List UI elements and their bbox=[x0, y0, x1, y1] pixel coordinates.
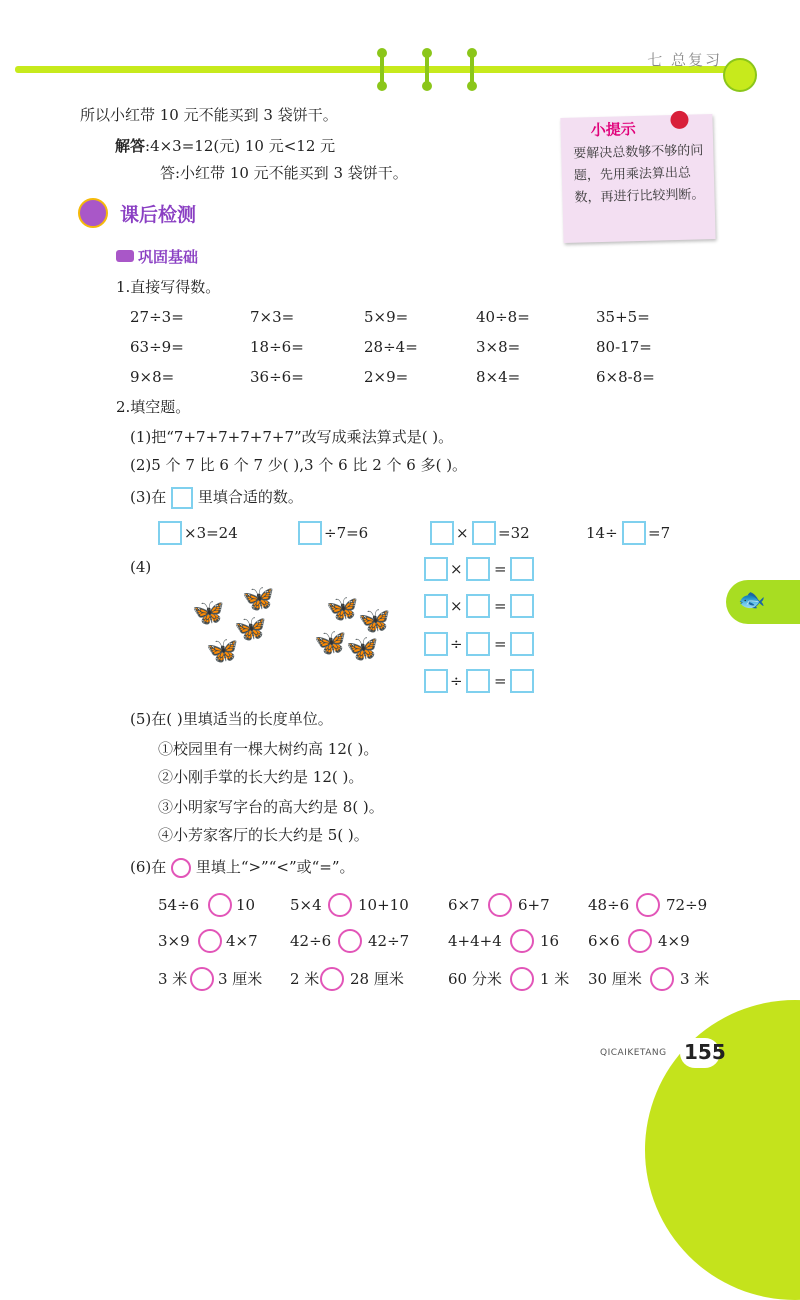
butterfly-icon: 🦋 bbox=[192, 598, 225, 628]
compare-left: 6×7 bbox=[448, 896, 480, 914]
answer-box[interactable] bbox=[430, 521, 454, 545]
pushpin-icon bbox=[670, 111, 688, 129]
butterfly-icon: 🦋 bbox=[206, 636, 239, 666]
compare-right: 72÷9 bbox=[666, 896, 708, 914]
compare-circle[interactable] bbox=[636, 893, 660, 917]
q1-item: 28÷4= bbox=[364, 338, 418, 356]
compare-left: 60 分米 bbox=[448, 970, 502, 988]
question-2-title: 2.填空题。 bbox=[116, 398, 191, 416]
compare-right: 3 米 bbox=[680, 970, 710, 988]
p3-item: =32 bbox=[498, 524, 530, 542]
intro-line: 所以小红带 10 元不能买到 3 袋饼干。 bbox=[80, 106, 338, 124]
answer-box[interactable] bbox=[466, 632, 490, 656]
equals-sign: = bbox=[494, 597, 507, 615]
compare-left: 3×9 bbox=[158, 932, 190, 950]
p3-item: ×3=24 bbox=[184, 524, 238, 542]
compare-left: 54÷6 bbox=[158, 896, 200, 914]
compare-circle[interactable] bbox=[650, 967, 674, 991]
compare-left: 2 米 bbox=[290, 970, 320, 988]
chapter-title: 七 总复习 bbox=[647, 51, 722, 69]
operator-sign: × bbox=[450, 560, 463, 578]
operator-sign: ÷ bbox=[450, 672, 463, 690]
page-number: 155 bbox=[684, 1040, 726, 1064]
q1-item: 40÷8= bbox=[476, 308, 530, 326]
equals-sign: = bbox=[494, 560, 507, 578]
operator-sign: × bbox=[450, 597, 463, 615]
answer-conclusion: 答:小红带 10 元不能买到 3 袋饼干。 bbox=[160, 164, 408, 182]
compare-right: 10 bbox=[236, 896, 256, 914]
q1-item: 9×8= bbox=[130, 368, 175, 386]
q1-item: 18÷6= bbox=[250, 338, 304, 356]
answer-line bbox=[115, 135, 335, 157]
times-sign: × bbox=[456, 524, 469, 542]
butterfly-icon: 🦋 bbox=[234, 614, 267, 644]
compare-left: 30 厘米 bbox=[588, 970, 642, 988]
answer-box[interactable] bbox=[298, 521, 322, 545]
equals-sign: = bbox=[494, 672, 507, 690]
compare-circle[interactable] bbox=[208, 893, 232, 917]
q2-part-3-a: (3)在 bbox=[130, 488, 167, 506]
answer-box[interactable] bbox=[424, 669, 448, 693]
q1-item: 2×9= bbox=[364, 368, 409, 386]
compare-right: 4×7 bbox=[226, 932, 258, 950]
compare-right: 16 bbox=[540, 932, 560, 950]
equals-sign: = bbox=[494, 635, 507, 653]
q2-part-1: (1)把“7+7+7+7+7+7”改写成乘法算式是( )。 bbox=[130, 428, 454, 446]
answer-label: 解答 bbox=[115, 137, 146, 155]
question-1-title: 1.直接写得数。 bbox=[116, 278, 221, 296]
compare-circle[interactable] bbox=[171, 858, 191, 878]
compare-right: 1 米 bbox=[540, 970, 570, 988]
q1-item: 80-17= bbox=[596, 338, 652, 356]
p5-item: ④小芳家客厅的长大约是 5( )。 bbox=[158, 826, 369, 844]
binder-peg bbox=[466, 48, 478, 92]
subsection-title: 巩固基础 bbox=[138, 248, 199, 266]
q1-item: 63÷9= bbox=[130, 338, 184, 356]
q1-item: 7×3= bbox=[250, 308, 295, 326]
butterfly-icon: 🦋 bbox=[326, 594, 359, 624]
compare-right: 42÷7 bbox=[368, 932, 410, 950]
q2-part-3-b: 里填合适的数。 bbox=[197, 488, 303, 506]
p5-item: ①校园里有一棵大树约高 12( )。 bbox=[158, 740, 379, 758]
q2-part-2: (2)5 个 7 比 6 个 7 少( ),3 个 6 比 2 个 6 多( )。 bbox=[130, 456, 468, 474]
compare-right: 28 厘米 bbox=[350, 970, 404, 988]
octopus-icon bbox=[78, 198, 108, 228]
q2-part-6 bbox=[130, 856, 355, 878]
answer-box[interactable] bbox=[466, 557, 490, 581]
q1-item: 6×8-8= bbox=[596, 368, 655, 386]
compare-circle[interactable] bbox=[338, 929, 362, 953]
q2-part-6-a: (6)在 bbox=[130, 858, 167, 876]
compare-circle[interactable] bbox=[510, 929, 534, 953]
answer-box[interactable] bbox=[622, 521, 646, 545]
p3-item: ÷7=6 bbox=[324, 524, 369, 542]
binder-peg bbox=[421, 48, 433, 92]
answer-box[interactable] bbox=[424, 557, 448, 581]
answer-box[interactable] bbox=[466, 669, 490, 693]
p5-item: ③小明家写字台的高大约是 8( )。 bbox=[158, 798, 384, 816]
q2-part-4: (4) bbox=[130, 558, 152, 576]
answer-box[interactable] bbox=[472, 521, 496, 545]
answer-box[interactable] bbox=[466, 594, 490, 618]
q2-part-5: (5)在( )里填适当的长度单位。 bbox=[130, 710, 333, 728]
footer-label: QICAIKETANG bbox=[600, 1048, 667, 1058]
compare-circle[interactable] bbox=[190, 967, 214, 991]
answer-box[interactable] bbox=[510, 632, 534, 656]
q1-item: 3×8= bbox=[476, 338, 521, 356]
compare-circle[interactable] bbox=[320, 967, 344, 991]
compare-left: 4+4+4 bbox=[448, 932, 502, 950]
compare-left: 42÷6 bbox=[290, 932, 332, 950]
compare-right: 6+7 bbox=[518, 896, 550, 914]
compare-right: 3 厘米 bbox=[218, 970, 263, 988]
compare-circle[interactable] bbox=[198, 929, 222, 953]
q2-part-6-b: 里填上“>”“<”或“=”。 bbox=[195, 858, 355, 876]
answer-box[interactable] bbox=[158, 521, 182, 545]
answer-box[interactable] bbox=[510, 669, 534, 693]
butterfly-icon: 🦋 bbox=[358, 606, 391, 636]
operator-sign: ÷ bbox=[450, 635, 463, 653]
compare-left: 6×6 bbox=[588, 932, 620, 950]
compare-right: 10+10 bbox=[358, 896, 409, 914]
q1-item: 8×4= bbox=[476, 368, 521, 386]
answer-box[interactable] bbox=[510, 594, 534, 618]
answer-box[interactable] bbox=[424, 594, 448, 618]
compare-circle[interactable] bbox=[328, 893, 352, 917]
answer-box[interactable] bbox=[171, 487, 193, 509]
tip-text: 要解决总数够不够的问题，先用乘法算出总数，再进行比较判断。 bbox=[573, 143, 705, 206]
q2-part-3 bbox=[130, 486, 303, 509]
compare-right: 4×9 bbox=[658, 932, 690, 950]
answer-box[interactable] bbox=[424, 632, 448, 656]
answer-expression: :4×3=12(元) 10 元<12 元 bbox=[145, 137, 336, 155]
tip-title: 小提示 bbox=[590, 120, 636, 140]
p5-item: ②小刚手掌的长大约是 12( )。 bbox=[158, 768, 364, 786]
eraser-icon bbox=[116, 250, 134, 262]
p3-item: 14÷ bbox=[586, 524, 618, 542]
compare-left: 48÷6 bbox=[588, 896, 630, 914]
q1-item: 27÷3= bbox=[130, 308, 184, 326]
compare-left: 3 米 bbox=[158, 970, 188, 988]
q1-item: 36÷6= bbox=[250, 368, 304, 386]
q1-item: 35+5= bbox=[596, 308, 650, 326]
q1-item: 5×9= bbox=[364, 308, 409, 326]
mascot-icon bbox=[723, 58, 757, 92]
tip-card bbox=[560, 114, 715, 243]
compare-left: 5×4 bbox=[290, 896, 322, 914]
fish-icon: 🐟 bbox=[738, 588, 766, 613]
compare-circle[interactable] bbox=[628, 929, 652, 953]
p3-item: =7 bbox=[648, 524, 671, 542]
binder-peg bbox=[376, 48, 388, 92]
butterfly-icon: 🦋 bbox=[346, 634, 379, 664]
answer-box[interactable] bbox=[510, 557, 534, 581]
section-title: 课后检测 bbox=[120, 204, 197, 226]
butterfly-icon: 🦋 bbox=[242, 584, 275, 614]
compare-circle[interactable] bbox=[510, 967, 534, 991]
butterfly-icon: 🦋 bbox=[314, 628, 347, 658]
compare-circle[interactable] bbox=[488, 893, 512, 917]
